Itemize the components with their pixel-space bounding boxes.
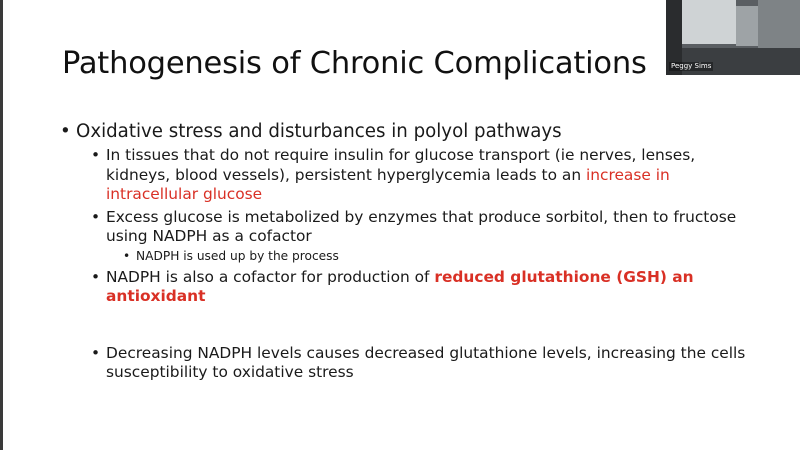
- participant-video-thumbnail[interactable]: [666, 0, 800, 75]
- bullet-text: NADPH is used up by the process: [136, 248, 339, 263]
- bullet-text: Oxidative stress and disturbances in polyol pathways: [76, 121, 562, 142]
- bullet-text: In tissues that do not require insulin for glucose transport (ie nerves, lenses, kidneys, blood vessels), persistent hyperglycemia leads to an: [106, 146, 696, 184]
- bullet-level2: [60, 344, 750, 383]
- spacer: [60, 307, 750, 341]
- bullet-dot-icon: •: [91, 207, 101, 226]
- slide-left-border: [0, 0, 3, 450]
- slide-title: Pathogenesis of Chronic Complications: [62, 46, 647, 81]
- bullet-level2: [60, 208, 750, 247]
- bullet-text: NADPH is also a cofactor for production of: [106, 267, 435, 286]
- highlighted-text: reduced glutathione (GSH) an antioxidant: [106, 267, 694, 305]
- bullet-level2: [60, 146, 750, 205]
- bullet-dot-icon: •: [123, 248, 131, 263]
- bullet-text: Decreasing NADPH levels causes decreased glutathione levels, increasing the cells susceptibility to oxidative stress: [106, 343, 746, 381]
- bullet-dot-icon: •: [91, 343, 101, 362]
- bullet-level2: [60, 268, 750, 307]
- bullet-dot-icon: •: [91, 146, 101, 164]
- bullet-dot-icon: •: [60, 121, 71, 142]
- bullet-level1: [60, 120, 750, 143]
- bullet-level3: [60, 248, 750, 265]
- participant-name-label: Peggy Sims: [671, 62, 712, 70]
- slide-body: [60, 120, 750, 383]
- video-window-shape: [736, 6, 758, 46]
- video-window-shape: [682, 0, 736, 44]
- bullet-text: Excess glucose is metabolized by enzymes that produce sorbitol, then to fructose using NADPH as a cofactor: [106, 207, 737, 245]
- highlighted-text: increase in intracellular glucose: [106, 165, 670, 203]
- bullet-dot-icon: •: [91, 267, 101, 286]
